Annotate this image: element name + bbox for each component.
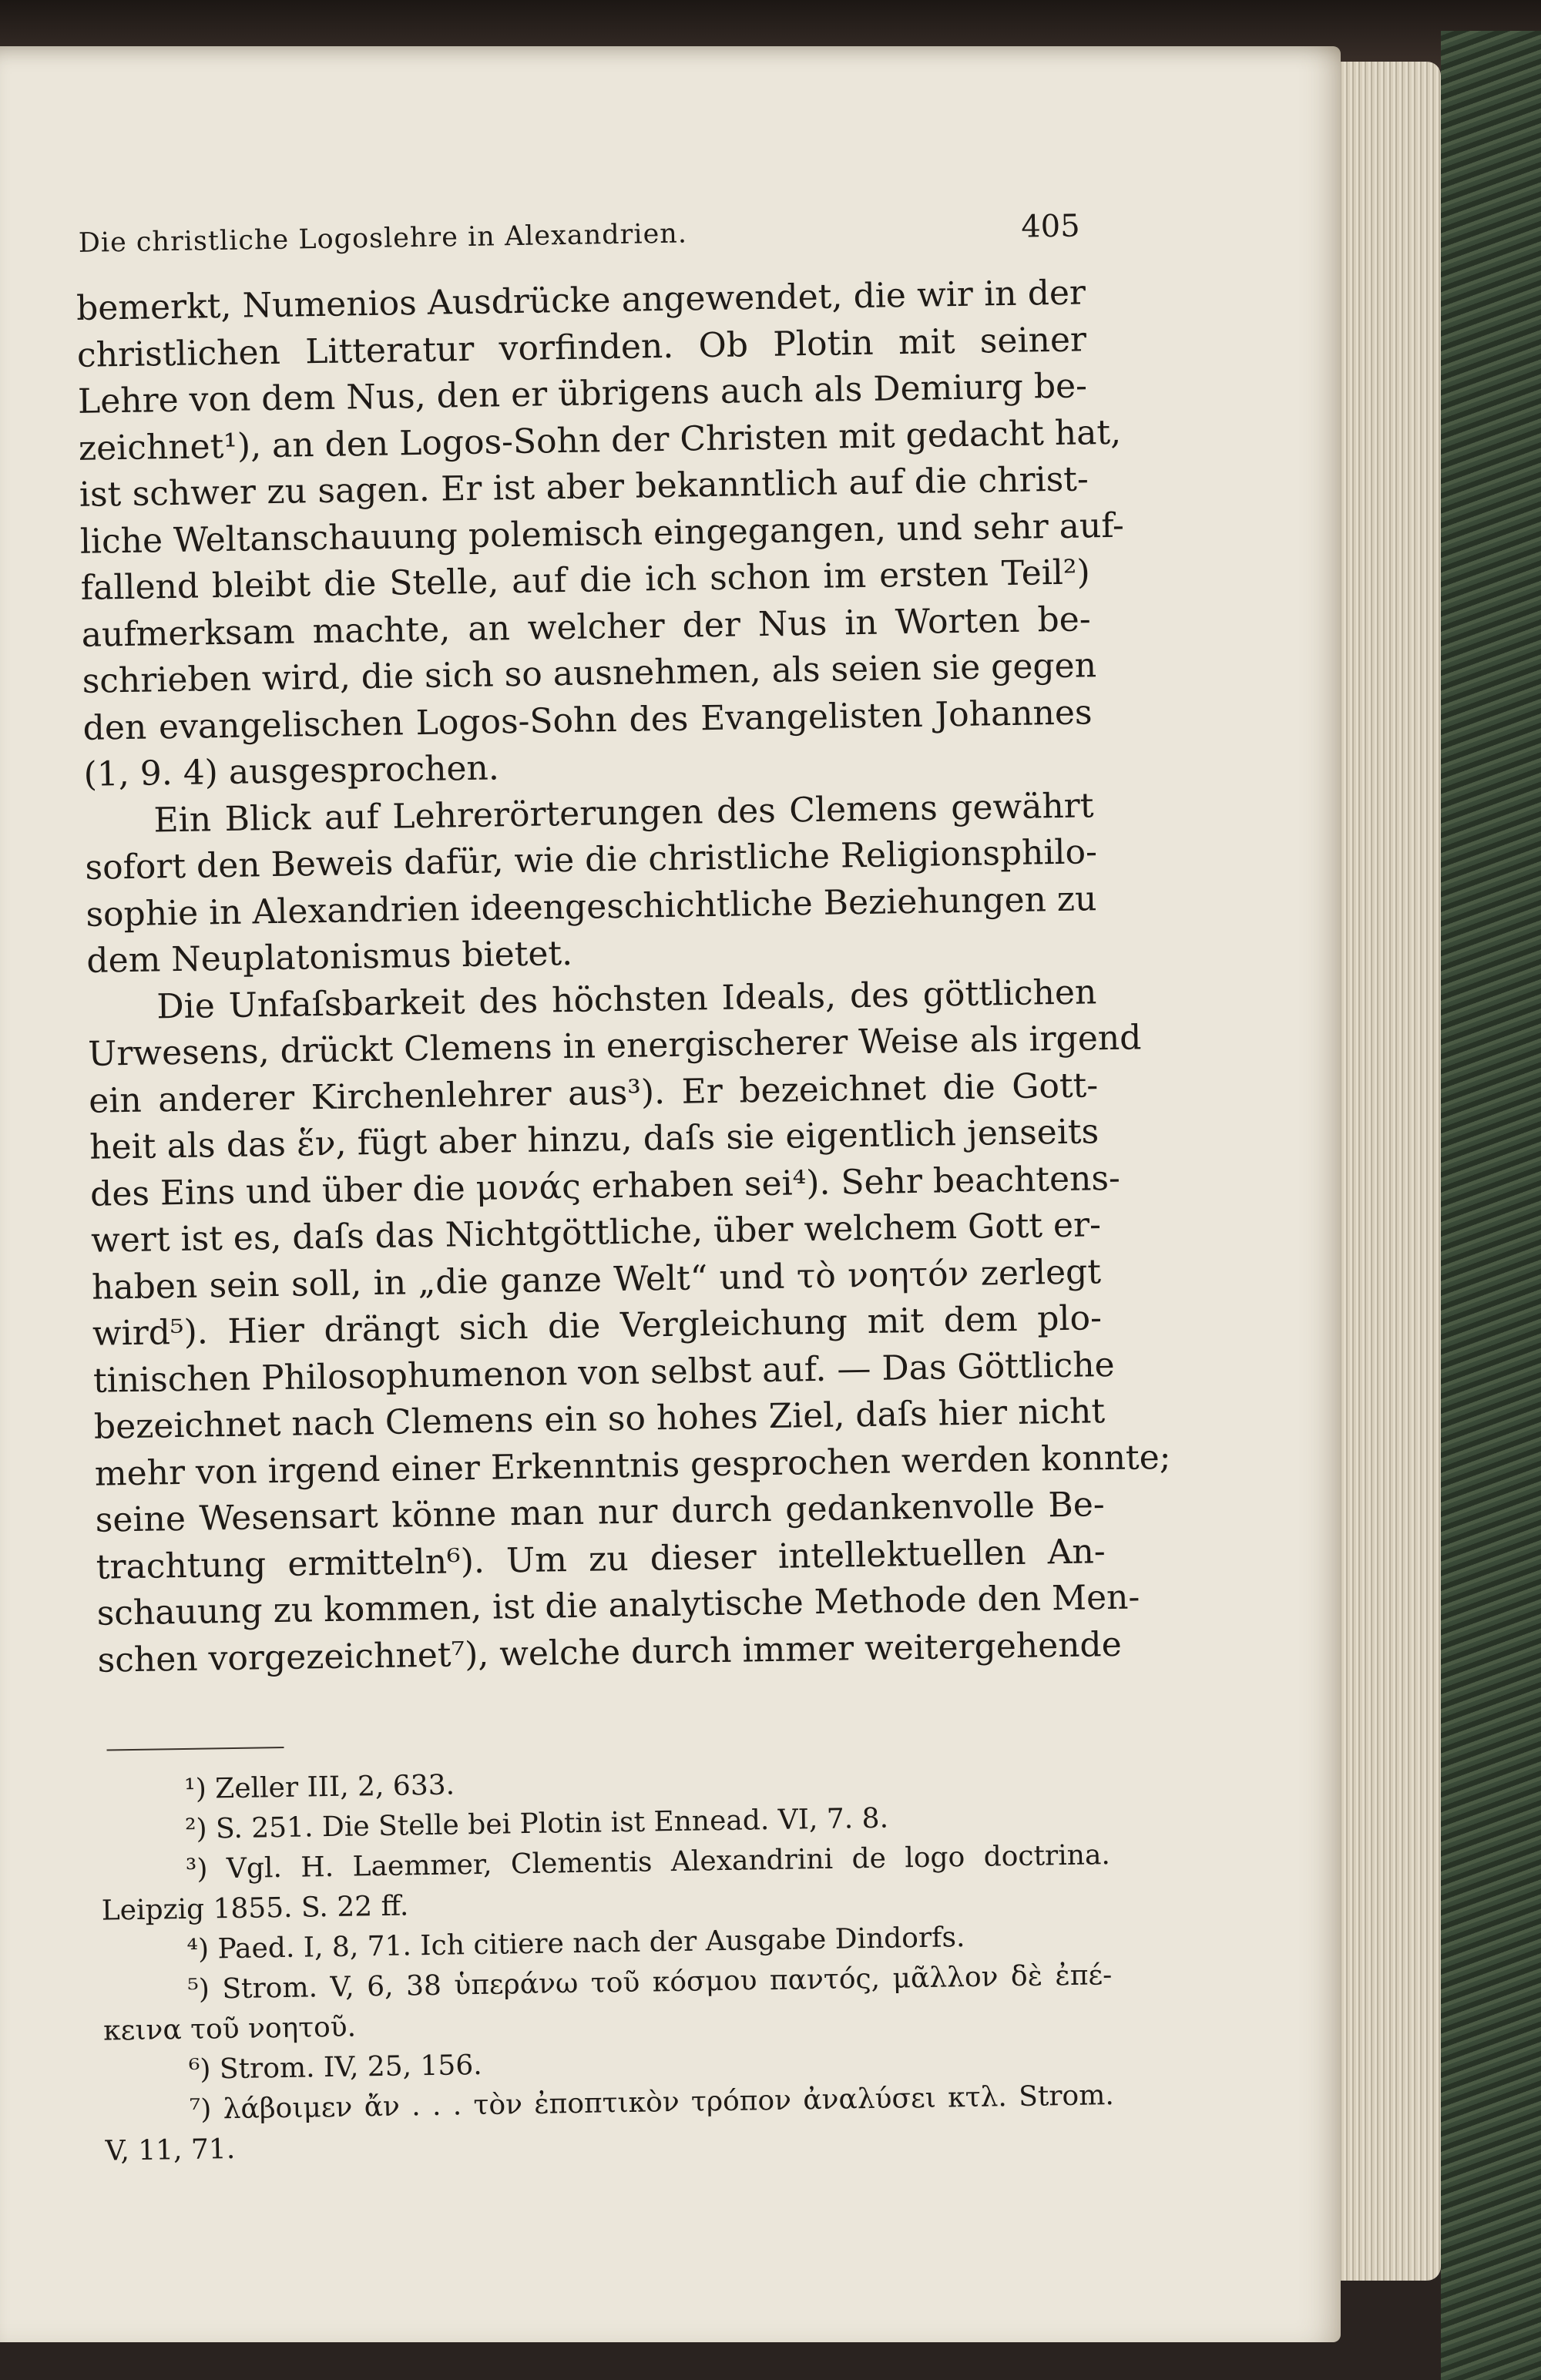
body-line: bezeichnet nach Clemens ein so hohes Ziel, daſs hier nicht [93,1391,1106,1447]
body-line: fallend bleibt die Stelle, auf die ich schon im ersten Teil²) [80,552,1091,608]
footnote: ¹) Zeller III, 2, 633. [184,1769,455,1805]
footnote: ³) Vgl. H. Laemmer, Clementis Alexandrini de logo doctrina. [185,1839,1111,1885]
body-line: bemerkt, Numenios Ausdrücke angewendet, die wir in der [76,273,1086,328]
body-line: wert ist es, daſs das Nichtgöttliche, über welchem Gott er- [90,1205,1102,1260]
body-line: tinischen Philosophumenon von selbst auf. — Das Göttliche [92,1344,1115,1401]
body-line: christlichen Litteratur vorfinden. Ob Plotin mit seiner [76,319,1087,375]
body-line: ein anderer Kirchenlehrer aus³). Er bezeichnet die Gott- [88,1065,1099,1121]
body-line: sofort den Beweis dafür, wie die christliche Religionsphilo- [85,832,1098,888]
book-page [0,46,1341,2342]
body-line: Die Unfaſsbarkeit des höchsten Ideals, des göttlichen [156,972,1097,1026]
body-line: heit als das ἕν, fügt aber hinzu, daſs sie eigentlich jenseits [89,1112,1100,1167]
body-line: liche Weltanschauung polemisch eingegangen, und sehr auf- [79,505,1125,562]
footnote-continuation: V, 11, 71. [105,2133,236,2167]
body-line: aufmerksam machte, an welcher der Nus in Worten be- [81,599,1092,655]
footnote: ⁷) λάβοιμεν ἄν . . . τὸν ἐποπτικὸν τρόπον ἀναλύσει κτλ. Strom. [189,2080,1115,2126]
book-cover-edge [1441,31,1541,2380]
body-line: schauung zu kommen, ist die analytische Methode den Men- [96,1577,1140,1633]
body-line: trachtung ermitteln⁶). Um zu dieser intellektuellen An- [96,1531,1106,1587]
running-head [78,208,1080,259]
body-line: Ein Blick auf Lehrerörterungen des Clemens gewährt [153,785,1094,840]
body-line: mehr von irgend einer Erkenntnis gesprochen werden konnte; [94,1437,1171,1494]
body-line: dem Neuplatonismus bietet. [86,933,573,981]
footnote-continuation: κεινα τοῦ νοητοῦ. [102,2011,357,2047]
running-head-title: Die christliche Logoslehre in Alexandrien. [78,218,688,259]
footnotes [99,1755,1115,2172]
body-line: Lehre von dem Nus, den er übrigens auch als Demiurg be- [77,366,1088,421]
page-number: 405 [1020,208,1080,245]
footnote: ²) S. 251. Die Stelle bei Plotin ist Ennead. VI, 7. 8. [184,1802,889,1845]
body-line: zeichnet¹), an den Logos-Sohn der Christen mit gedacht hat, [78,412,1122,468]
body-line: seine Wesensart könne man nur durch gedankenvolle Be- [95,1485,1106,1540]
body-line: sophie in Alexandrien ideengeschichtliche Beziehungen zu [86,878,1097,935]
body-line: wird⁵). Hier drängt sich die Vergleichung mit dem plo- [92,1298,1103,1354]
body-line: haben sein soll, in „die ganze Welt“ und τὸ νοητόν zerlegt [91,1251,1102,1307]
footnote: ⁵) Strom. V, 6, 38 ὑπεράνω τοῦ κόσμου παντός, μᾶλλον δὲ ἐπέ- [187,1959,1113,2006]
body-line: (1, 9. 4) ausgesprochen. [83,748,500,794]
body-line: schen vorgezeichnet⁷), welche durch immer weitergehende [97,1624,1123,1680]
body-text [76,270,1171,1683]
body-line: den evangelischen Logos-Sohn des Evangelisten Johannes [82,692,1093,748]
body-line: des Eins und über die μονάς erhaben sei⁴). Sehr beachtens- [89,1158,1121,1214]
footnote-rule [107,1747,284,1751]
body-line: Urwesens, drückt Clemens in energischerer Weise als irgend [87,1018,1142,1074]
text-block [0,35,1366,2351]
footnote-continuation: Leipzig 1855. S. 22 ff. [101,1890,409,1927]
footnote: ⁶) Strom. IV, 25, 156. [188,2049,482,2086]
footnote: ⁴) Paed. I, 8, 71. Ich citiere nach der Ausgabe Dindorfs. [186,1922,965,1965]
body-line: schrieben wird, die sich so ausnehmen, als seien sie gegen [82,646,1097,701]
body-line: ist schwer zu sagen. Er ist aber bekanntlich auf die christ- [79,459,1089,515]
